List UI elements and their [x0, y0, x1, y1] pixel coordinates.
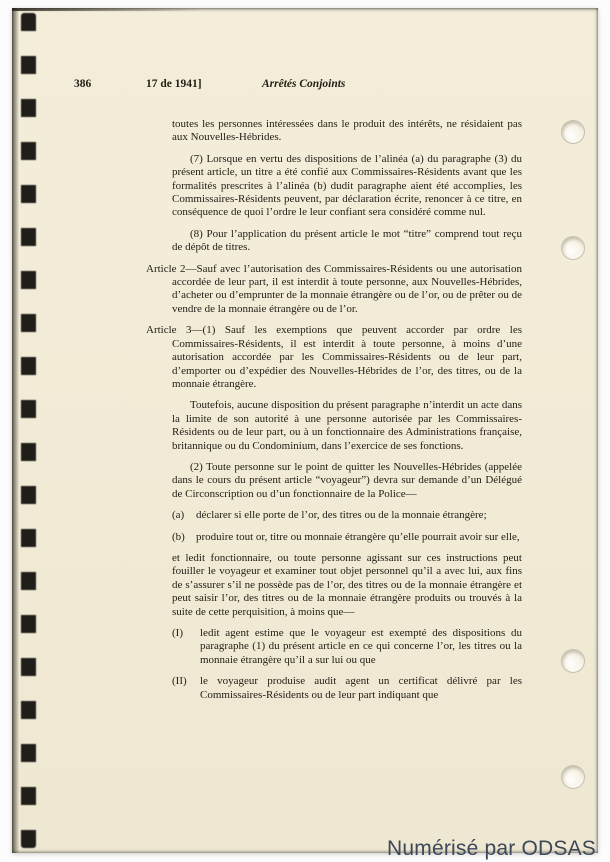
paragraph-7: (7) Lorsque en vertu des dispositions de l’alinéa (a) du paragraphe (3) du présent article, un titre a été confié aux Commissaires-Résidents avant que les formalités prescrites à l’alinéa (b) dudit paragraphe aient été accomplies, les Commissaires-Résidents peuvent, par déclaration écrite, renoncer à ce titre, en conséquence de quoi l’ordre le leur confiant sera considéré comme nul. — [172, 152, 522, 219]
paragraph-continuation: toutes les personnes intéressées dans le produit des intérêts, ne résidaient pas aux Nouvelles-Hébrides. — [172, 118, 522, 144]
document-body — [146, 118, 522, 710]
document-page — [12, 8, 598, 853]
list-item-label: (b) — [172, 530, 185, 543]
list-item-II — [172, 675, 522, 702]
punch-hole — [561, 236, 585, 260]
paragraph-article-3: Article 3—(1) Sauf les exemptions que peuvent accorder par ordre les Commissaires-Résidents, il est interdit à toute personne, à moins d’une autorisation accordée par les Commissaires-Résidents ou de leur part, d’emporter ou d’expédier des Nouvelles-Hébrides de l’or, des titres, ou de la monnaie étrangère. — [146, 324, 522, 390]
list-item-text: produire tout or, titre ou monnaie étrangère qu’elle pourrait avoir sur elle, — [196, 530, 520, 543]
paragraph-2: (2) Toute personne sur le point de quitter les Nouvelles-Hébrides (appelée dans le cours du présent article “voyageur”) devra sur demande d’un Délégué de Circonscription ou d’un fonctionnaire de la Police— — [172, 460, 522, 500]
list-item-label: (I) — [172, 627, 183, 639]
list-item-text: déclarer si elle porte de l’or, des titres ou de la monnaie étrangère; — [196, 509, 487, 522]
binding-edge — [12, 8, 19, 853]
punch-hole — [561, 120, 585, 144]
paragraph-article-2: Article 2—Sauf avec l’autorisation des Commissaires-Résidents ou une autorisation accordée de leur part, il est interdit à toute personne, aux Nouvelles-Hébrides, d’acheter ou d’emprunter de la monnaie étrangère ou de l’or, ou de prêter ou de vendre de la monnaie étrangère ou de l’or. — [146, 262, 522, 315]
list-item-text: le voyageur produise audit agent un certificat délivré par les Commissaires-Résidents ou de leur part indiquant que — [200, 675, 522, 701]
paragraph-et-ledit: et ledit fonctionnaire, ou toute personne agissant sur ces instructions peut fouiller le voyageur et examiner tout objet personnel qu’il a avec lui, aux fins de s’assurer s’il ne possède pas de l’or, des titres ou de la monnaie étrangère et peut saisir l’or, des titres ou de la monnaie étrangère produits ou trouvés à la suite de cette perquisition, à moins que— — [172, 551, 522, 618]
list-item-label: (a) — [172, 509, 185, 522]
page-number: 386 — [74, 78, 92, 90]
header-issue: 17 de 1941] — [146, 78, 202, 90]
list-item-a — [172, 509, 522, 522]
punch-hole — [561, 649, 585, 673]
list-item-label: (II) — [172, 675, 187, 688]
header-title: Arrêtés Conjoints — [262, 78, 346, 90]
paragraph-toutefois: Toutefois, aucune disposition du présent paragraphe n’interdit un acte dans la limite de son autorité à une personne autorisée par les Commissaires-Résidents ou de leur part, ou à un fonctionnaire des Administrations française, britannique ou du Condominium, dans l’exercice de ses fonctions. — [172, 399, 522, 452]
binding-stitch-marks — [21, 13, 36, 848]
watermark: Numérisé par ODSAS — [387, 837, 596, 860]
paragraph-8: (8) Pour l’application du présent article le mot “titre” comprend tout reçu de dépôt de titres. — [172, 227, 522, 254]
list-item-text: ledit agent estime que le voyageur est exempté des dispositions du paragraphe (1) du présent article en ce qui concerne l’or, les titres ou la monnaie étrangère qu’il a sur lui ou que — [200, 627, 522, 666]
punch-hole — [561, 765, 585, 789]
list-item-I — [172, 627, 522, 667]
list-item-b — [172, 531, 522, 544]
page-header — [12, 78, 598, 94]
